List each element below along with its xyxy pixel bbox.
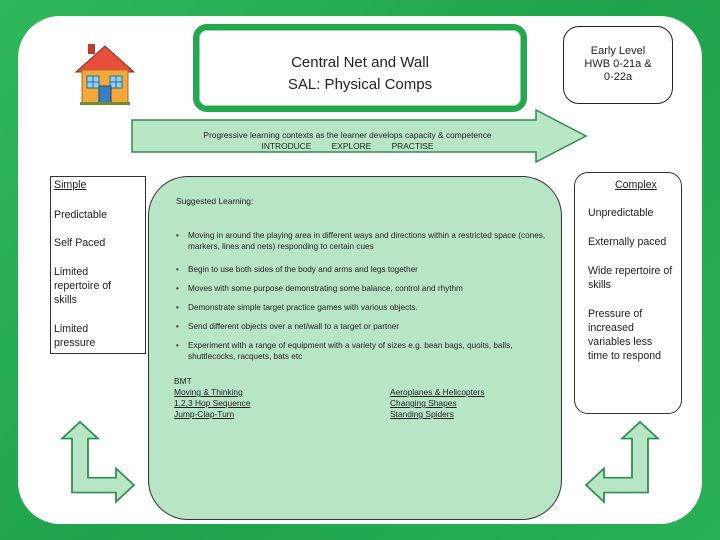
bmt-links-left bbox=[174, 376, 250, 420]
progression-description: Progressive learning contexts as the learner develops capacity & competence bbox=[203, 130, 492, 140]
learning-bullet-list bbox=[176, 230, 548, 362]
level-line-1: Early Level bbox=[590, 45, 646, 57]
left-item-limited-pressure: Limited pressure bbox=[54, 323, 96, 349]
title-box bbox=[193, 24, 527, 112]
title-line-2: SAL: Physical Comps bbox=[287, 76, 433, 93]
list-item: • Moves with some purpose demonstrating some balance, control and rhythm bbox=[176, 283, 548, 294]
list-item: • Begin to use both sides of the body and arms and legs together bbox=[176, 264, 548, 275]
left-item-limited-repertoire: Limited repertoire of skills bbox=[54, 266, 112, 306]
right-item-wide-repertoire: Wide repertoire of skills bbox=[588, 265, 673, 291]
list-item: • Moving in around the playing area in different ways and directions within a restricted space (cones, markers, lines and nets) responding to certain cues bbox=[176, 230, 548, 252]
right-item-externally-paced: Externally paced bbox=[588, 236, 667, 248]
curriculum-level-box bbox=[563, 26, 673, 104]
link-moving-thinking[interactable]: Moving & Thinking bbox=[174, 387, 243, 397]
level-line-3: 0-22a bbox=[603, 71, 633, 83]
arrow-up-right-icon bbox=[584, 420, 660, 504]
left-item-self-paced: Self Paced bbox=[54, 237, 106, 249]
bmt-links-right bbox=[390, 387, 485, 420]
page-title bbox=[199, 52, 521, 96]
stage-introduce: INTRODUCE bbox=[261, 141, 312, 151]
stage-practise: PRACTISE bbox=[391, 141, 434, 151]
level-line-2: HWB 0-21a & bbox=[584, 58, 652, 70]
left-item-predictable: Predictable bbox=[54, 209, 107, 221]
link-hop-sequence[interactable]: 1,2,3 Hop Sequence bbox=[174, 398, 251, 408]
list-item: • Experiment with a range of equipment with a variety of sizes e.g. bean bags, quoits, balls, shuttlecocks, racquets, bats etc bbox=[176, 340, 548, 362]
link-standing-spiders[interactable]: Standing Spiders bbox=[390, 409, 454, 419]
arrow-up-left-icon bbox=[60, 420, 136, 504]
house-icon bbox=[74, 42, 136, 106]
progression-arrow-text bbox=[150, 130, 545, 152]
list-item: • Send different objects over a net/wall to a target or partner bbox=[176, 321, 548, 332]
link-aeroplanes-helicopters[interactable]: Aeroplanes & Helicopters bbox=[390, 387, 485, 397]
complex-header: Complex bbox=[615, 179, 657, 191]
stage-explore: EXPLORE bbox=[331, 141, 372, 151]
right-item-unpredictable: Unpredictable bbox=[588, 207, 654, 219]
suggested-learning-heading: Suggested Learning: bbox=[176, 196, 254, 206]
list-item: • Demonstrate simple target practice games with various objects. bbox=[176, 302, 548, 313]
simple-header: Simple bbox=[54, 179, 87, 191]
link-jump-clap-turn[interactable]: Jump-Clap-Turn bbox=[174, 409, 235, 419]
right-item-pressure: Pressure of increased variables less time to respond bbox=[588, 308, 662, 362]
link-changing-shapes[interactable]: Changing Shapes bbox=[390, 398, 457, 408]
title-line-1: Central Net and Wall bbox=[291, 54, 429, 71]
bmt-title: BMT bbox=[174, 376, 192, 386]
